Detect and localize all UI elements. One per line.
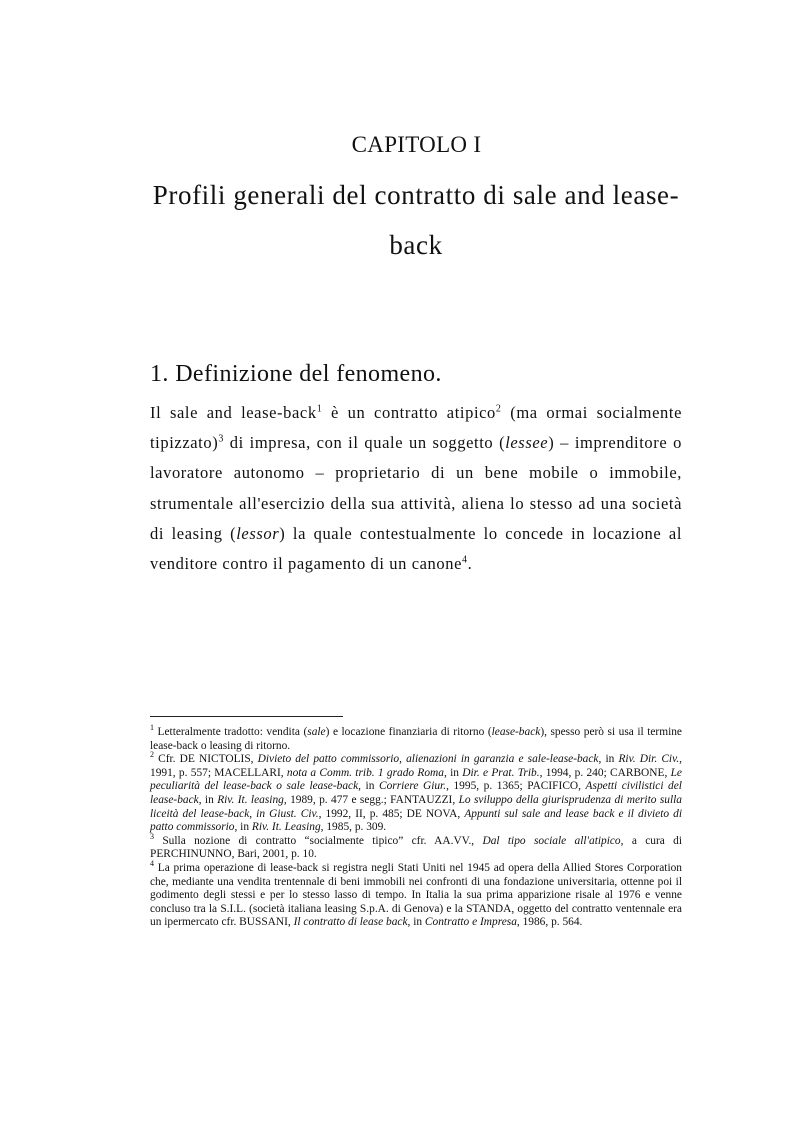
body-text-segment: ) la quale contestualmente lo concede in locazione al venditore contro il pagamento di un canone	[150, 523, 683, 574]
footnote-text: , 1989, p. 477 e segg.; FANTAUZZI,	[283, 793, 459, 806]
body-text-segment: ) – imprenditore o lavoratore autonomo – proprietario di un bene mobile o immobile, strumentale all'esercizio della sua attività, aliena lo stesso ad una società di leasing (	[150, 433, 682, 543]
body-text-segment: (ma ormai socialmente tipizzato)	[150, 403, 682, 453]
footnote-number: 4	[150, 859, 154, 869]
footnote-italic: sale	[307, 726, 326, 738]
footnote-ref-1[interactable]: 1	[316, 403, 323, 415]
footnote-text: , in	[198, 793, 218, 806]
footnote-text: , in	[407, 916, 425, 929]
footnote-text: , 1995, p. 1365; PACIFICO,	[446, 780, 586, 793]
footnote-number: 1	[150, 723, 154, 733]
footnote-italic: Corriere Giur.	[378, 780, 447, 793]
footnotes-section	[150, 723, 682, 930]
footnote-divider	[150, 716, 343, 717]
body-text-segment: Il sale and lease-back	[150, 403, 317, 422]
term-lessee: lessee	[505, 433, 549, 453]
footnote-text: La prima operazione di lease-back si registra negli Stati Uniti nel 1945 ad opera della Allied Stores Corporation che, mediante una vendita trentennale di beni immobili nei confronti di una fondazione universitaria, ottenne poi il godimento degli stessi e per lo stesso lasso di tempo. In Italia la sua prima apparizione risale al 1976 e venne concluso tra la S.I.L. (società italiana leasing S.p.A. di Genova) e la STANDA, oggetto del contratto ventennale era un ipermercato cfr. BUSSANI,	[150, 861, 682, 929]
chapter-title: Profili generali del contratto di sale and lease-back	[152, 180, 680, 260]
footnote-italic: Lo sviluppo della giurisprudenza di merito sulla liceità del lease-back, in Giust. Civ.	[150, 793, 682, 820]
footnote-text: , 1994, p. 240; CARBONE,	[539, 766, 671, 779]
footnote-text: , in	[234, 821, 252, 834]
chapter-label: CAPITOLO I	[351, 132, 482, 157]
footnote-italic: Dir. e Prat. Trib.	[462, 766, 540, 779]
footnote-number: 2	[150, 750, 154, 760]
footnote-text: ), spesso però si usa il termine lease-back o leasing di ritorno.	[150, 726, 682, 752]
footnote-ref-2[interactable]: 2	[495, 403, 502, 415]
footnote-italic: Appunti sul sale and lease back e il divieto di patto commissorio	[150, 807, 682, 834]
footnote-italic: Riv. Dir. Civ.	[618, 753, 680, 766]
term-lessor: lessor	[236, 523, 280, 543]
footnote-2	[150, 750, 682, 835]
footnote-text: , 1985, p. 309.	[320, 821, 387, 834]
footnote-text: , a cura di PERCHINUNNO, Bari, 2001, p. 10.	[150, 834, 682, 861]
footnote-text: , in	[443, 766, 463, 779]
footnote-text: Sulla nozione di contratto “socialmente tipico” cfr. AA.VV.,	[154, 834, 483, 847]
footnote-text: Cfr. DE NICTOLIS,	[154, 753, 258, 766]
footnote-italic: Riv. It. Leasing	[251, 821, 321, 834]
footnote-italic: Divieto del patto commissorio, alienazioni in garanzia e sale-lease-back	[257, 753, 599, 766]
footnote-4	[150, 859, 682, 930]
footnote-number: 3	[150, 831, 154, 841]
footnote-text: ) e locazione finanziaria di ritorno (	[325, 726, 492, 738]
footnote-italic: Aspetti civilistici del lease-back	[150, 780, 682, 806]
footnote-ref-4[interactable]: 4	[462, 554, 468, 566]
footnote-italic: lease-back	[491, 726, 541, 738]
body-text-segment: .	[467, 554, 473, 574]
footnote-italic: Dal tipo sociale all'atipico	[482, 834, 621, 847]
body-text-segment: è un contratto atipico	[322, 403, 496, 422]
footnote-1	[150, 723, 682, 753]
section-heading: 1. Definizione del fenomeno.	[150, 361, 442, 387]
footnote-ref-3[interactable]: 3	[218, 433, 224, 445]
footnote-text: , in	[358, 780, 379, 793]
footnote-3	[150, 831, 682, 862]
footnote-italic: Contratto e Impresa	[424, 916, 517, 929]
footnote-italic: Il contratto di lease back	[293, 916, 408, 929]
footnote-text: , in	[598, 753, 619, 766]
footnote-text: Letteralmente tradotto: vendita (	[154, 726, 308, 738]
footnote-italic: Le peculiarità del lease-back o sale lease-back	[150, 766, 682, 793]
body-text-segment: di impresa, con il quale un soggetto (	[223, 433, 506, 453]
footnote-italic: nota a Comm. trib. 1 grado Roma	[286, 766, 444, 779]
footnote-text: , 1986, p. 564.	[516, 916, 583, 929]
footnote-italic: Riv. It. leasing	[217, 793, 284, 806]
footnote-text: , 1992, II, p. 485; DE NOVA,	[318, 807, 465, 820]
footnote-text: , 1991, p. 557; MACELLARI,	[150, 753, 682, 779]
body-paragraph	[150, 398, 682, 579]
